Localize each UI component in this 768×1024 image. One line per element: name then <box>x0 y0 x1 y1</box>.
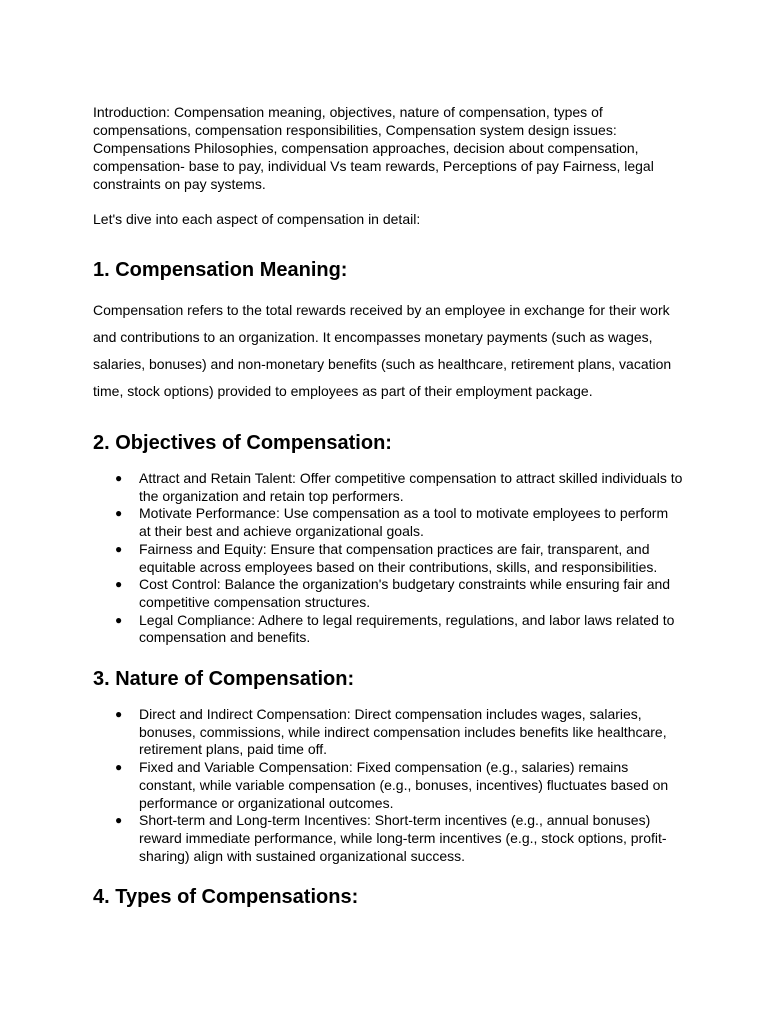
list-item-text: Legal Compliance: Adhere to legal requirements, regulations, and labor laws related to compensation and benefits. <box>139 611 675 646</box>
list-item-text: Cost Control: Balance the organization's budgetary constraints while ensuring fair and competitive compensation structures. <box>139 576 671 610</box>
document-page <box>93 103 683 924</box>
list-item-text: Attract and Retain Talent: Offer competitive compensation to attract skilled individuals to the organization and retain top performers. <box>139 470 683 504</box>
list-item <box>93 706 683 759</box>
section-heading-nature: 3. Nature of Compensation: <box>93 668 355 691</box>
bullet-icon: ● <box>115 707 123 722</box>
section-heading-meaning: 1. Compensation Meaning: <box>93 259 348 281</box>
intro-paragraph: Introduction: Compensation meaning, objectives, nature of compensation, types of compensations, compensation responsibilities, Compensation system design issues: Compensations Philosophies, compensation approaches, decision about compensation, compensation- base to pay, individual Vs team rewards, Perceptions of pay Fairness, legal constraints on pay systems. <box>93 104 654 192</box>
section-heading-types: 4. Types of Compensations: <box>93 886 359 909</box>
list-item <box>93 812 683 865</box>
nature-list <box>93 706 683 865</box>
bullet-icon: ● <box>115 612 123 627</box>
objectives-list <box>93 470 683 647</box>
bullet-icon: ● <box>115 541 123 556</box>
list-item <box>93 505 683 540</box>
list-item-text: Short-term and Long-term Incentives: Short-term incentives (e.g., annual bonuses) reward immediate performance, while long-term incentives (e.g., stock options, profit-sharing) align with sustained organizational success. <box>139 812 667 864</box>
bullet-icon: ● <box>115 506 123 521</box>
bullet-icon: ● <box>115 813 123 828</box>
section-heading-objectives: 2. Objectives of Compensation: <box>93 432 392 454</box>
list-item <box>93 541 683 576</box>
list-item <box>93 759 683 812</box>
list-item <box>93 612 683 647</box>
bullet-icon: ● <box>115 471 123 485</box>
list-item-text: Fixed and Variable Compensation: Fixed compensation (e.g., salaries) remains constant, while variable compensation (e.g., bonuses, incentives) fluctuates based on performance or organizational outcomes. <box>139 759 669 811</box>
lead-paragraph: Let's dive into each aspect of compensation in detail: <box>93 211 421 227</box>
list-item-text: Fairness and Equity: Ensure that compensation practices are fair, transparent, and equitable across employees based on their contributions, skills, and responsibilities. <box>139 540 658 575</box>
bullet-icon: ● <box>115 577 123 592</box>
list-item <box>93 576 683 611</box>
list-item-text: Motivate Performance: Use compensation as a tool to motivate employees to perform at their best and achieve organizational goals. <box>139 505 669 540</box>
list-item <box>93 470 683 505</box>
bullet-icon: ● <box>115 760 123 775</box>
list-item-text: Direct and Indirect Compensation: Direct compensation includes wages, salaries, bonuses, commissions, while indirect compensation includes benefits like healthcare, retirement plans, paid time off. <box>139 706 667 758</box>
meaning-paragraph: Compensation refers to the total rewards received by an employee in exchange for their work and contributions to an organization. It encompasses monetary payments (such as wages, salaries, bonuses) and non-monetary benefits (such as healthcare, retirement plans, vacation time, stock options) provided to employees as part of their employment package. <box>93 302 672 399</box>
